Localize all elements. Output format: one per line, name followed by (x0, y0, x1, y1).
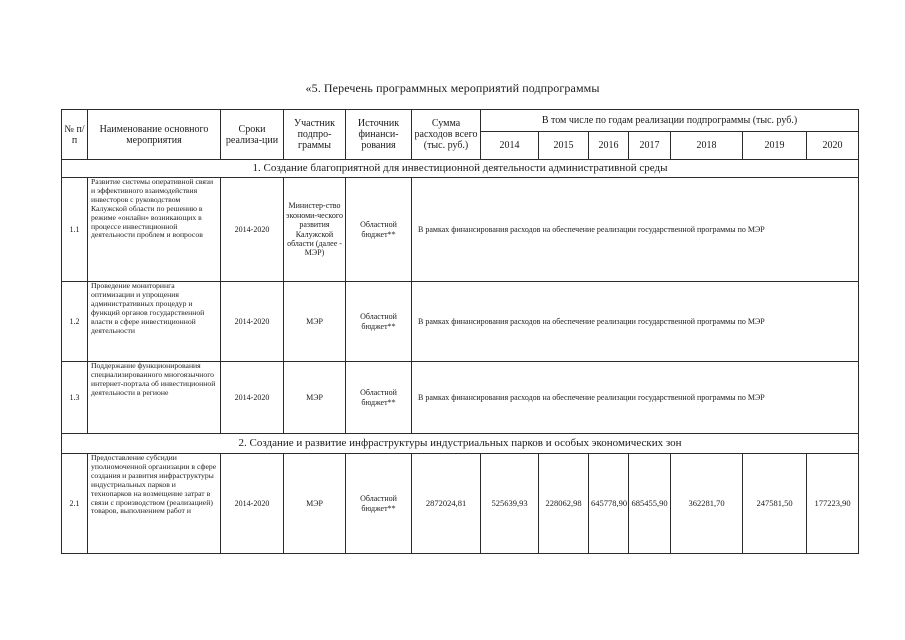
activity-name: Проведение мониторинга оптимизации и упрощения административных процедур и функций органов государственной власти в сфере инвестиционной деятельности (88, 282, 221, 362)
activity-participant: МЭР (284, 282, 346, 362)
activity-name: Поддержание функционирования специализированного многоязычного интернет-портала об инвестиционной деятельности в регионе (88, 362, 221, 434)
activity-participant: МЭР (284, 454, 346, 554)
header-row (62, 110, 859, 132)
section-title: 2. Создание и развитие инфраструктуры индустриальных парков и особых экономических зон (62, 434, 859, 454)
year-2017-value: 685455,90 (629, 454, 671, 554)
activity-funding-source: Областной бюджет** (346, 178, 412, 282)
header-year-2016: 2016 (589, 132, 629, 160)
header-years-group: В том числе по годам реализации подпрограммы (тыс. руб.) (481, 110, 859, 132)
header-participant: Участник подпро-граммы (284, 110, 346, 160)
section-title: 1. Создание благоприятной для инвестиционной деятельности административной среды (62, 160, 859, 178)
row-number: 1.1 (62, 178, 88, 282)
year-2016-value: 645778,90 (589, 454, 629, 554)
financing-note: В рамках финансирования расходов на обеспечение реализации государственной программы по МЭР (412, 178, 859, 282)
year-2019-value: 247581,50 (743, 454, 807, 554)
year-2018-value: 362281,70 (671, 454, 743, 554)
header-year-2015: 2015 (539, 132, 589, 160)
program-activities-table (61, 109, 859, 554)
section-row (62, 160, 859, 178)
year-2014-value: 525639,93 (481, 454, 539, 554)
activity-terms: 2014-2020 (221, 282, 284, 362)
header-year-2017: 2017 (629, 132, 671, 160)
year-2015-value: 228062,98 (539, 454, 589, 554)
table-row (62, 454, 859, 554)
row-number: 1.3 (62, 362, 88, 434)
row-number: 2.1 (62, 454, 88, 554)
activity-funding-source: Областной бюджет** (346, 282, 412, 362)
financing-note: В рамках финансирования расходов на обеспечение реализации государственной программы по МЭР (412, 362, 859, 434)
table-row (62, 178, 859, 282)
table-row (62, 282, 859, 362)
activity-funding-source: Областной бюджет** (346, 454, 412, 554)
header-activity-name: Наименование основного мероприятия (88, 110, 221, 160)
activity-name: Развитие системы оперативной связи и эффективного взаимодействия инвесторов с руководством Калужской области по решению в режиме «онлайн» возникающих в процессе инвестиционной деятельности проблем и вопросов (88, 178, 221, 282)
row-number: 1.2 (62, 282, 88, 362)
table-row (62, 362, 859, 434)
section-row (62, 434, 859, 454)
activity-participant: Министер-ство экономи-ческого развития Калужской области (далее - МЭР) (284, 178, 346, 282)
header-year-2014: 2014 (481, 132, 539, 160)
header-year-2019: 2019 (743, 132, 807, 160)
activity-terms: 2014-2020 (221, 362, 284, 434)
header-total-sum: Сумма расходов всего (тыс. руб.) (412, 110, 481, 160)
year-2020-value: 177223,90 (807, 454, 859, 554)
page-title: «5. Перечень программных мероприятий подпрограммы (305, 81, 600, 95)
total-sum-value: 2872024,81 (412, 454, 481, 554)
header-funding-source: Источник финанси-рования (346, 110, 412, 160)
activity-name: Предоставление субсидии уполномоченной организации в сфере создания и развития инфраструктуры индустриальных парков и технопарков на возмещение затрат в связи с производством (реализацией) товаров, выполнением работ и (88, 454, 221, 554)
financing-note: В рамках финансирования расходов на обеспечение реализации государственной программы по МЭР (412, 282, 859, 362)
header-terms: Сроки реализа-ции (221, 110, 284, 160)
header-year-2020: 2020 (807, 132, 859, 160)
activity-terms: 2014-2020 (221, 178, 284, 282)
header-number: № п/п (62, 110, 88, 160)
header-year-2018: 2018 (671, 132, 743, 160)
activity-terms: 2014-2020 (221, 454, 284, 554)
activity-funding-source: Областной бюджет** (346, 362, 412, 434)
activity-participant: МЭР (284, 362, 346, 434)
